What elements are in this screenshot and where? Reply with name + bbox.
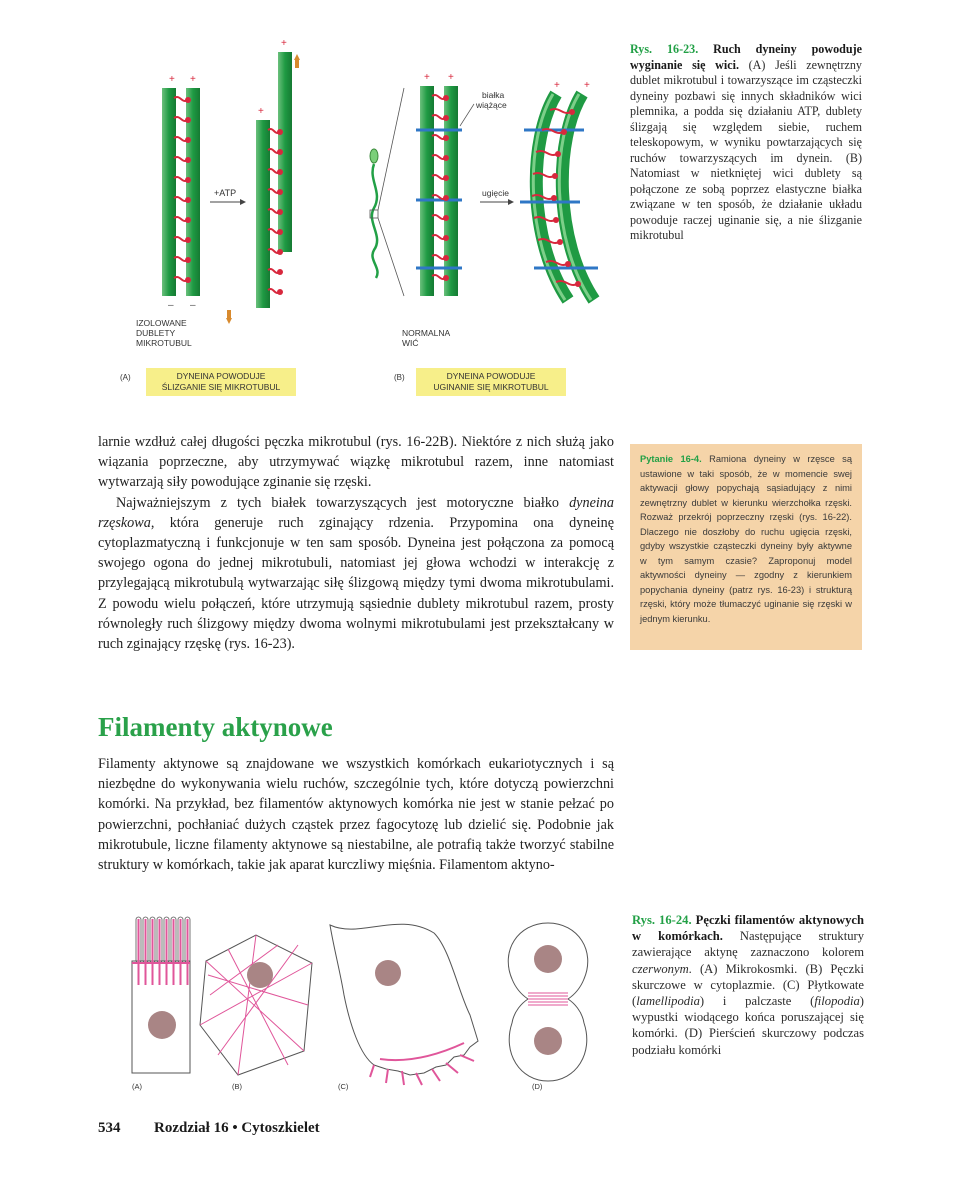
page-number: 534 xyxy=(98,1120,121,1136)
svg-text:–: – xyxy=(190,300,196,311)
dynein-head xyxy=(443,195,449,201)
bar-b-line-1: DYNEINA POWODUJE xyxy=(446,371,536,381)
paragraph-2-start: Najważniejszym z tych białek towarzyszących jest motoryczne białko xyxy=(116,494,570,511)
isolated-label-3: MIKROTUBUL xyxy=(136,338,192,348)
question-box xyxy=(630,444,862,650)
svg-text:–: – xyxy=(168,300,174,311)
bar-b-line-2: UGINANIE SIĘ MIKROTUBUL xyxy=(433,382,549,392)
svg-text:+: + xyxy=(448,72,454,83)
dynein-diagram xyxy=(98,30,618,402)
chapter-title: Cytoszkielet xyxy=(241,1120,320,1136)
dynein-head xyxy=(552,173,558,179)
dynein-head xyxy=(575,281,581,287)
proteins-label-1: białka xyxy=(482,90,505,100)
dynein-head xyxy=(185,237,191,243)
dynein-head xyxy=(185,257,191,263)
dynein-head xyxy=(551,195,557,201)
dynein-head xyxy=(443,95,449,101)
svg-text:+: + xyxy=(424,72,430,83)
nucleus-d-bottom xyxy=(534,1027,562,1055)
dynein-head xyxy=(561,129,567,135)
caption-bar-a xyxy=(146,368,296,396)
bar-a-line-2: ŚLIZGANIE SIĘ MIKROTUBUL xyxy=(161,382,281,392)
question-text: Ramiona dyneiny w rzęsce są ustawione w taki sposób, że w momencie swej aktywacji głowy popychają sąsiadujący z nimi zewnętrzny dublet w kierunku wierzchołka rzęski. Rozważ przekrój poprzeczny rzęski (rys. 16-22). Dlaczego nie doszłoby do ruchu ugięcia rzęski, gdyby wszystkie cząsteczki dyneiny były aktywne w tym samym czasie? Zaproponuj model aktywności dyneiny — zgodny z kierunkiem popychania dyneiny (patrz rys. 16-23) i strukturą rzęski, który może tłumaczyć uginanie się rzęski w jednym kierunku. xyxy=(640,454,852,624)
dynein-head xyxy=(569,109,575,115)
dynein-head xyxy=(443,255,449,261)
figure-caption-16-24 xyxy=(632,912,864,1058)
normal-doublets xyxy=(416,72,462,296)
dynein-head xyxy=(443,275,449,281)
caption-text: (A) Jeśli zewnętrzny dublet mikrotubul i towarzyszące im cząsteczki dyneiny pozbawi się innych składników wici plemnika, a podda się działaniu ATP, dublety ślizgają się względem siebie, ruchem teleskopowym, w wyniku powtarzających się ruchów towarzyszących im dynein. (B) Natomiast w nietkniętej wici dublety są połączone ze sobą poprzez elastyczne białka związane w ten sposób, że działanie układu powoduje raczej uginanie się, a nie ślizganie mikrotubul xyxy=(630,57,862,242)
dynein-head xyxy=(277,169,283,175)
panel-c-motile-cell xyxy=(330,924,478,1085)
figure-dynein-motion xyxy=(98,30,618,402)
caption-title: Ruch dyneiny powoduje wyginanie się wici. xyxy=(630,42,862,72)
nucleus-b xyxy=(247,962,273,988)
nucleus-d-top xyxy=(534,945,562,973)
panel-a-label: (A) xyxy=(120,373,131,382)
atp-arrow xyxy=(210,188,246,205)
panel-a-microvilli-cell xyxy=(132,917,190,1073)
panel-d-label: (D) xyxy=(532,1082,543,1091)
caption2-italic-3: filopodia xyxy=(814,994,860,1009)
question-label: Pytanie 16-4. xyxy=(640,454,702,464)
caption-label: Rys. 16-23. xyxy=(630,42,699,56)
svg-text:+: + xyxy=(584,80,590,91)
bar-a-line-1: DYNEINA POWODUJE xyxy=(176,371,266,381)
dynein-head xyxy=(443,235,449,241)
normal-label-1: NORMALNA xyxy=(402,328,450,338)
panel-a-label: (A) xyxy=(132,1082,142,1091)
dynein-head xyxy=(277,129,283,135)
bending-label: ugięcie xyxy=(482,188,509,198)
bent-doublets xyxy=(520,80,598,300)
caption2-text-3: ) i palczaste ( xyxy=(699,994,815,1009)
section-paragraph: Filamenty aktynowe są znajdowane we wszystkich komórkach eukariotycznych i są niezbędne do wykonywania wielu ruchów, szczególnie tych, które dotyczą powierzchni komórki. Na przykład, bez filamentów aktynowych komórka nie jest w stanie pełzać po powierzchni, pochłaniać dużych cząstek przez fagocytozę lub dzielić się. Podobnie jak mikrotubule, liczne filamenty aktynowe są niestabilne, ale potrafią także tworzyć stabilne struktury w komórkach, takie jak aparat kurczliwy mięśnia. Filamentom aktyno- xyxy=(98,756,614,874)
isolated-doublets-left xyxy=(162,74,200,311)
dynein-head xyxy=(443,175,449,181)
term-dynein: dyneina rzęskowa xyxy=(98,494,614,531)
atp-label: +ATP xyxy=(214,188,237,198)
section-heading: Filamenty aktynowe xyxy=(98,712,333,742)
paragraph-2-rest: , która generuje ruch zginający rdzenia. Przypomina ona dyneinę cytoplazmatyczną i funkcjonuje w ten sam sposób. Dyneina jest połączona za pomocą swojego ogona do jednej mikrotubuli, natomiast jej głowa wchodzi w interakcję z przylegającą mikrotubulą wytwarzając siłę ślizgową między tymi dwoma mikrotubulami. Z powodu wielu połączeń, które utrzymują sąsiednie dublety mikrotubul razem, prosty równoległy ruch ślizgowy między dwoma wolnymi mikrotubulami jest przekształcany w ruch zginający rzęskę (rys. 16-23). xyxy=(98,514,614,653)
svg-text:IZOLOWANE DUBLETY xyxy=(136,318,192,348)
dynein-head xyxy=(443,155,449,161)
svg-text:+: + xyxy=(258,106,264,117)
microvilli xyxy=(136,917,190,985)
bending-arrow xyxy=(480,188,514,205)
dynein-head xyxy=(277,249,283,255)
footer-bullet: • xyxy=(232,1120,238,1136)
panel-b-label: (B) xyxy=(232,1082,242,1091)
dynein-head xyxy=(277,189,283,195)
figure-actin-bundles xyxy=(98,905,618,1093)
svg-text:+: + xyxy=(554,80,560,91)
caption2-text-1: Następujące struktury zawierające aktynę zaznaczono kolorem xyxy=(632,929,864,960)
dynein-head xyxy=(185,277,191,283)
isolated-label-1: IZOLOWANE xyxy=(136,318,187,328)
dynein-head xyxy=(185,197,191,203)
figure-caption-16-23 xyxy=(630,42,862,244)
dynein-head xyxy=(277,269,283,275)
body-text-top xyxy=(98,432,614,654)
dynein-arms-sliding xyxy=(268,129,283,295)
caption2-italic-1: czerwonym xyxy=(632,961,689,976)
dynein-head xyxy=(185,157,191,163)
nucleus-c xyxy=(375,960,401,986)
dynein-head xyxy=(277,149,283,155)
svg-text:białka wiążące xyxy=(475,90,507,110)
dynein-head xyxy=(443,215,449,221)
svg-text:+: + xyxy=(190,74,196,85)
dynein-head xyxy=(553,217,559,223)
svg-text:+: + xyxy=(169,74,175,85)
chapter-label: Rozdział 16 xyxy=(154,1120,229,1136)
dynein-head xyxy=(443,115,449,121)
nucleus-a xyxy=(148,1011,176,1039)
dynein-head xyxy=(185,97,191,103)
dynein-head xyxy=(565,261,571,267)
panel-b-label: (B) xyxy=(394,373,405,382)
caption2-label: Rys. 16-24. xyxy=(632,913,692,927)
dynein-head xyxy=(277,229,283,235)
paragraph-2 xyxy=(98,493,614,655)
panel-d-dividing-cell xyxy=(508,923,588,1081)
paragraph-1: larnie wzdłuż całej długości pęczka mikrotubul (rys. 16-22B). Niektóre z nich służą jako wiązania poprzeczne, aby utrzymywać wiązkę mikrotubul razem, inne natomiast wytwarzają siły powodujące zginanie się rzęski. xyxy=(98,434,614,491)
dynein-head xyxy=(185,177,191,183)
dynein-head xyxy=(557,239,563,245)
svg-text:+: + xyxy=(281,38,287,49)
section-text xyxy=(98,754,614,875)
caption-bar-b xyxy=(416,368,566,396)
dynein-head xyxy=(185,217,191,223)
normal-label-2: WIĆ xyxy=(402,338,419,348)
caption2-text-2: . (A) Mikrokosmki. (B) Pęczki skurczowe w cytoplazmie. (C) Płytkowate ( xyxy=(632,961,864,1009)
actin-diagram xyxy=(98,905,618,1093)
dynein-head xyxy=(443,135,449,141)
isolated-label-2: DUBLETY xyxy=(136,328,176,338)
sperm-illustration xyxy=(370,88,404,296)
sliding-doublets xyxy=(226,38,300,324)
dynein-head xyxy=(277,209,283,215)
caption2-text-4: ) wypustki wiodącego końca poruszającej się komórki. (D) Pierścień skurczowy podczas podziału komórki xyxy=(632,994,864,1057)
dynein-head xyxy=(185,117,191,123)
dynein-head xyxy=(555,151,561,157)
dynein-head xyxy=(185,137,191,143)
page-footer xyxy=(98,1120,320,1137)
panel-c-label: (C) xyxy=(338,1082,349,1091)
dynein-head xyxy=(277,289,283,295)
proteins-label-2: wiążące xyxy=(476,100,507,110)
svg-text:NORMALNA WIĆ xyxy=(402,328,452,348)
caption2-italic-2: lamellipodia xyxy=(636,994,700,1009)
panel-b-stress-fibers xyxy=(200,935,312,1075)
caption2-title: Pęczki filamentów aktynowych w komórkach. xyxy=(632,913,864,944)
